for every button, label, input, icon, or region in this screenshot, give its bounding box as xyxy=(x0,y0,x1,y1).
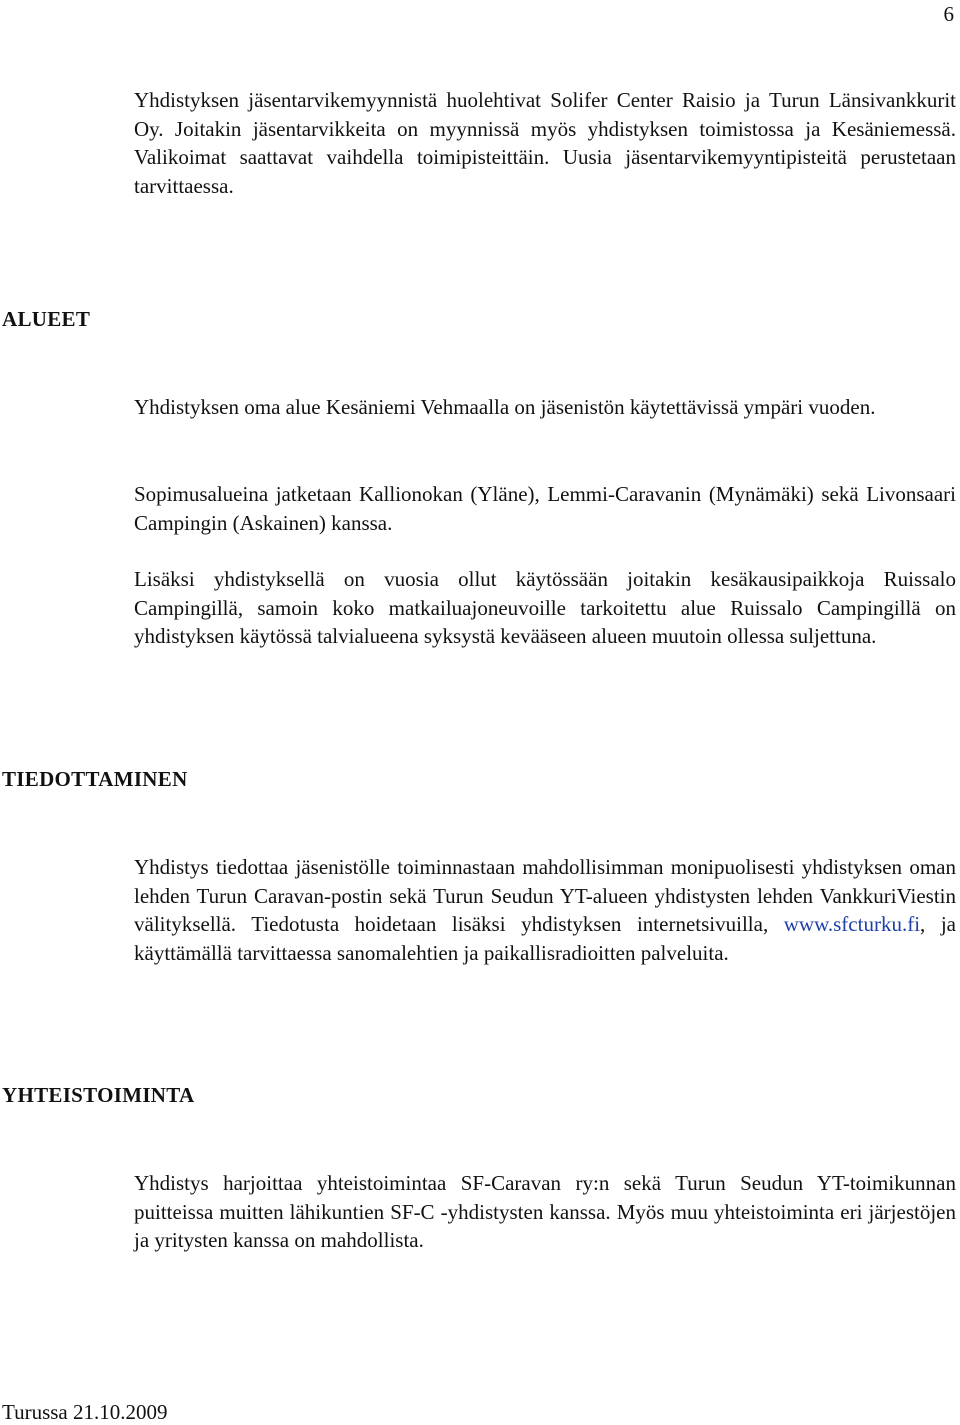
tiedottaminen-text-before-link: Yhdistys tiedottaa jäsenistölle toiminnastaan mahdollisimman monipuolisesti yhdistyksen oman lehden Turun Caravan-postin sekä Turun Seudun YT-alueen yhdistysten lehden VankkuriViestin välityksellä. Tiedotusta hoidetaan lisäksi yhdistyksen internetsivuilla, xyxy=(134,855,956,937)
tiedottaminen-text-after-link: , ja käyttämällä tarvittaessa sanomalehtien ja paikallisradioitten palveluita. xyxy=(134,912,956,965)
section-heading-tiedottaminen: TIEDOTTAMINEN xyxy=(2,767,188,791)
section-heading-alueet: ALUEET xyxy=(2,307,91,331)
alueet-paragraph-2: Sopimusalueina jatketaan Kallionokan (Yläne), Lemmi-Caravanin (Mynämäki) sekä Livonsaari Campingin (Askainen) kanssa. xyxy=(134,482,956,535)
website-link[interactable]: www.sfcturku.fi xyxy=(783,912,921,937)
footer-date: Turussa 21.10.2009 xyxy=(2,1400,168,1424)
alueet-paragraph-1: Yhdistyksen oma alue Kesäniemi Vehmaalla on jäsenistön käytettävissä ympäri vuoden. xyxy=(134,395,876,419)
intro-paragraph: Yhdistyksen jäsentarvikemyynnistä huolehtivat Solifer Center Raisio ja Turun Länsivankkurit Oy. Joitakin jäsentarvikkeita on myynnissä myös yhdistyksen toimistossa ja Kesäniemessä. Valikoimat saattavat vaihdella toimipisteittäin. Uusia jäsentarvikemyyntipisteitä perustetaan tarvittaessa. xyxy=(134,88,956,198)
alueet-paragraph-3: Lisäksi yhdistyksellä on vuosia ollut käytössään joitakin kesäkausipaikkoja Ruissalo Campingillä, samoin koko matkailuajoneuvoille tarkoitettu alue Ruissalo Campingillä on yhdistyksen käytössä talvialueena syksystä kevääseen alueen muutoin ollessa suljettuna. xyxy=(134,567,956,649)
tiedottaminen-paragraph xyxy=(134,853,956,967)
page-number: 6 xyxy=(943,2,954,26)
yhteistoiminta-paragraph: Yhdistys harjoittaa yhteistoimintaa SF-Caravan ry:n sekä Turun Seudun YT-toimikunnan puitteissa muitten lähikuntien SF-C -yhdistysten kanssa. Myös muu yhteistoiminta eri järjestöjen ja yritysten kanssa on mahdollista. xyxy=(134,1171,956,1253)
section-heading-yhteistoiminta: YHTEISTOIMINTA xyxy=(2,1083,195,1107)
